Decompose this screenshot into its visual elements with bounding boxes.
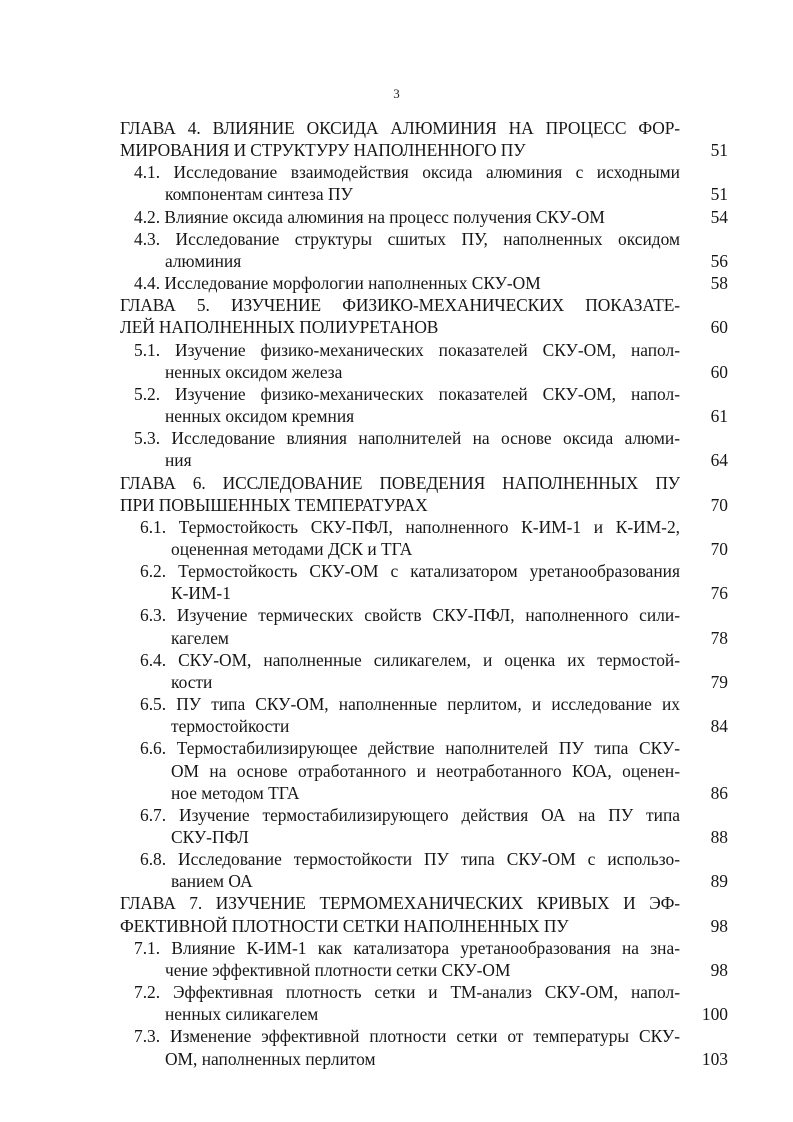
toc-entry-line: 5.1. Изучение физико-механических показателей СКУ-ОМ, напол- — [134, 339, 680, 360]
toc-entry-title — [134, 1025, 694, 1069]
toc-entry-line: ОМ, наполненных перлитом — [165, 1048, 376, 1069]
toc-page-number: 64 — [710, 450, 728, 471]
toc-entry-title — [120, 294, 680, 338]
toc-entry-line: ненных оксидом кремния — [165, 406, 355, 427]
toc-page-number: 86 — [710, 782, 728, 803]
toc-chapter-entry — [120, 117, 728, 161]
toc-section-entry — [120, 272, 728, 294]
toc-entry-line: ГЛАВА 7. ИЗУЧЕНИЕ ТЕРМОМЕХАНИЧЕСКИХ КРИВЫХ И ЭФ- — [120, 893, 680, 914]
toc-page-number: 61 — [710, 406, 728, 427]
toc-page-number: 98 — [710, 915, 728, 936]
toc-section-entry — [120, 383, 728, 427]
toc-page-number: 100 — [701, 1004, 728, 1025]
toc-entry-line: ния — [165, 450, 192, 471]
toc-section-entry — [120, 737, 728, 803]
toc-entry-title — [140, 804, 700, 848]
toc-entry-line: чение эффективной плотности сетки СКУ-ОМ — [165, 959, 511, 980]
toc-entry-title — [134, 383, 694, 427]
toc-entry-title — [120, 117, 680, 161]
toc-entry-line: ненных оксидом железа — [165, 361, 343, 382]
toc-page-number: 76 — [710, 583, 728, 604]
toc-entry-line: 7.2. Эффективная плотность сетки и ТМ-анализ СКУ-ОМ, напол- — [134, 982, 680, 1003]
toc-section-entry — [120, 981, 728, 1025]
toc-entry-line: 4.4. Исследование морфологии наполненных СКУ-ОМ — [134, 273, 541, 294]
toc-page-number: 70 — [710, 494, 728, 515]
toc-entry-title — [134, 206, 694, 228]
toc-entry-line: 4.2. Влияние оксида алюминия на процесс получения СКУ-ОМ — [134, 206, 605, 227]
toc-entry-line: ПРИ ПОВЫШЕННЫХ ТЕМПЕРАТУРАХ — [120, 494, 428, 515]
toc-entry-line: ФЕКТИВНОЙ ПЛОТНОСТИ СЕТКИ НАПОЛНЕННЫХ ПУ — [120, 915, 569, 936]
toc-entry-line: 7.1. Влияние К-ИМ-1 как катализатора уретанообразования на зна- — [134, 937, 680, 958]
toc-entry-line: ненных силикагелем — [165, 1004, 319, 1025]
toc-section-entry — [120, 516, 728, 560]
toc-page-number: 84 — [710, 716, 728, 737]
toc-entry-line: ное методом ТГА — [171, 782, 300, 803]
toc-entry-line: ГЛАВА 6. ИССЛЕДОВАНИЕ ПОВЕДЕНИЯ НАПОЛНЕННЫХ ПУ — [120, 472, 680, 493]
toc-page-number: 70 — [710, 538, 728, 559]
toc-section-entry — [120, 560, 728, 604]
toc-chapter-entry — [120, 294, 728, 338]
toc-entry-title — [140, 737, 700, 803]
toc-entry-title — [140, 560, 700, 604]
toc-entry-line: МИРОВАНИЯ И СТРУКТУРУ НАПОЛНЕННОГО ПУ — [120, 140, 526, 161]
toc-entry-title — [140, 848, 700, 892]
toc-entry-line: 6.5. ПУ типа СКУ-ОМ, наполненные перлитом, и исследование их — [140, 694, 680, 715]
toc-entry-line: 4.1. Исследование взаимодействия оксида алюминия с исходными — [134, 162, 680, 183]
toc-section-entry — [120, 693, 728, 737]
toc-section-entry — [120, 339, 728, 383]
table-of-contents — [120, 117, 728, 1070]
toc-entry-line: 6.4. СКУ-ОМ, наполненные силикагелем, и оценка их термостой- — [140, 649, 680, 670]
toc-page-number: 51 — [710, 184, 728, 205]
toc-entry-title — [134, 228, 694, 272]
toc-page-number: 78 — [710, 627, 728, 648]
toc-entry-title — [134, 161, 694, 205]
toc-entry-title — [134, 981, 694, 1025]
toc-page-number: 79 — [710, 671, 728, 692]
toc-entry-line: ГЛАВА 4. ВЛИЯНИЕ ОКСИДА АЛЮМИНИЯ НА ПРОЦЕСС ФОР- — [120, 118, 680, 138]
toc-page-number: 60 — [710, 361, 728, 382]
toc-entry-line: СКУ-ПФЛ — [171, 827, 249, 847]
toc-entry-line: 6.2. Термостойкость СКУ-ОМ с катализатором уретанообразования — [140, 561, 680, 582]
toc-entry-title — [140, 516, 700, 560]
toc-entry-line: ГЛАВА 5. ИЗУЧЕНИЕ ФИЗИКО-МЕХАНИЧЕСКИХ ПОКАЗАТЕ- — [120, 295, 680, 316]
toc-page-number: 56 — [710, 250, 728, 271]
toc-page-number: 103 — [701, 1048, 728, 1069]
toc-entry-line: оцененная методами ДСК и ТГА — [171, 538, 413, 559]
toc-section-entry — [120, 206, 728, 228]
toc-entry-title — [120, 892, 680, 936]
toc-entry-line: термостойкости — [171, 716, 290, 737]
toc-section-entry — [120, 604, 728, 648]
toc-entry-line: 4.3. Исследование структуры сшитых ПУ, наполненных оксидом — [134, 228, 680, 249]
toc-entry-line: 6.8. Исследование термостойкости ПУ типа СКУ-ОМ с использо- — [140, 849, 680, 870]
toc-entry-title — [134, 339, 694, 383]
toc-entry-line: 6.3. Изучение термических свойств СКУ-ПФЛ, наполненного сили- — [140, 605, 680, 626]
toc-entry-title — [134, 427, 694, 471]
toc-entry-line: 6.6. Термостабилизирующее действие наполнителей ПУ типа СКУ- — [140, 738, 680, 759]
toc-section-entry — [120, 228, 728, 272]
toc-entry-line: ванием ОА — [171, 871, 253, 892]
toc-section-entry — [120, 1025, 728, 1069]
toc-entry-line: кагелем — [171, 627, 229, 648]
toc-chapter-entry — [120, 892, 728, 936]
toc-entry-line: 6.1. Термостойкость СКУ-ПФЛ, наполненного К-ИМ-1 и К-ИМ-2, — [140, 516, 680, 537]
toc-section-entry — [120, 937, 728, 981]
toc-section-entry — [120, 161, 728, 205]
toc-section-entry — [120, 649, 728, 693]
page-number: 3 — [393, 86, 400, 101]
toc-entry-line: ОМ на основе отработанного и неотработанного КОА, оценен- — [171, 760, 680, 781]
toc-entry-line: 7.3. Изменение эффективной плотности сетки от температуры СКУ- — [134, 1026, 680, 1047]
toc-page-number: 54 — [710, 206, 728, 227]
toc-entry-line: 5.3. Исследование влияния наполнителей на основе оксида алюми- — [134, 428, 680, 449]
toc-page-number: 51 — [710, 140, 728, 161]
toc-chapter-entry — [120, 472, 728, 516]
toc-entry-line: кости — [171, 671, 213, 692]
toc-section-entry — [120, 848, 728, 892]
toc-entry-line: К-ИМ-1 — [171, 583, 231, 604]
toc-section-entry — [120, 427, 728, 471]
toc-entry-line: 5.2. Изучение физико-механических показателей СКУ-ОМ, напол- — [134, 383, 680, 404]
toc-entry-line: ЛЕЙ НАПОЛНЕННЫХ ПОЛИУРЕТАНОВ — [120, 317, 439, 338]
toc-entry-line: 6.7. Изучение термостабилизирующего действия ОА на ПУ типа — [140, 804, 680, 825]
toc-page-number: 60 — [710, 317, 728, 338]
toc-entry-title — [134, 272, 694, 294]
toc-entry-line: алюминия — [165, 250, 242, 271]
toc-entry-title — [140, 649, 700, 693]
toc-page-number: 89 — [710, 871, 728, 892]
toc-page-number: 58 — [710, 273, 728, 294]
toc-entry-title — [134, 937, 694, 981]
toc-entry-title — [120, 472, 680, 516]
toc-page-number: 88 — [710, 827, 728, 847]
toc-entry-title — [140, 693, 700, 737]
toc-entry-title — [140, 604, 700, 648]
toc-entry-line: компонентам синтеза ПУ — [165, 184, 353, 205]
toc-section-entry — [120, 804, 728, 848]
toc-page-number: 98 — [710, 959, 728, 980]
